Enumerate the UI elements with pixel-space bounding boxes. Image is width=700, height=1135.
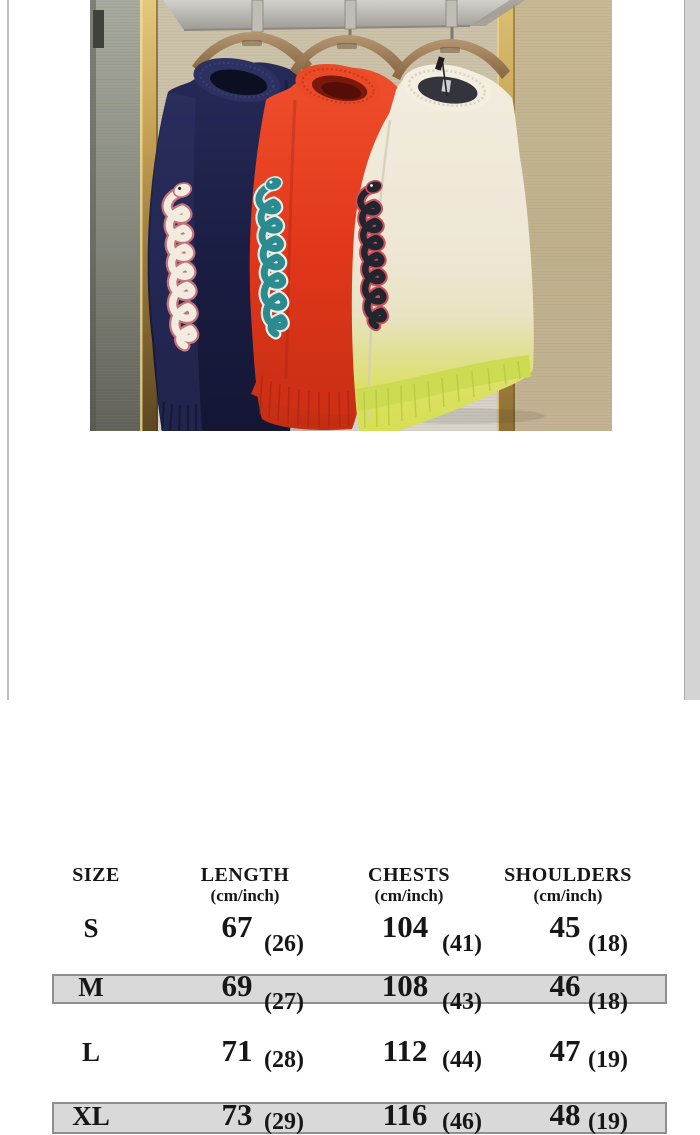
row-l-size: L <box>81 1037 101 1067</box>
row-s-length-in: (26) <box>264 931 304 957</box>
row-s-shoulder-in: (18) <box>588 931 628 957</box>
row-s-chest-in: (41) <box>442 931 482 957</box>
row-m-shoulder-in: (18) <box>588 989 628 1015</box>
product-photo-svg <box>90 0 612 431</box>
row-l-chest-cm: 112 <box>382 1033 428 1068</box>
row-xl-shoulder-in: (19) <box>588 1109 628 1135</box>
row-xl-chest-cm: 116 <box>382 1097 428 1132</box>
col-header-chests: CHESTS <box>368 864 450 886</box>
row-xl-size: XL <box>72 1101 110 1131</box>
col-subheader-unit: (cm/inch) <box>533 886 603 905</box>
col-subheader-unit: (cm/inch) <box>210 886 280 905</box>
row-xl-length-in: (29) <box>264 1109 304 1135</box>
col-header-size: SIZE <box>72 864 120 886</box>
row-xl-chest-in: (46) <box>442 1109 482 1135</box>
row-xl-shoulder-cm: 48 <box>549 1097 581 1132</box>
row-s-shoulder-cm: 45 <box>549 909 581 944</box>
row-m-size: M <box>78 972 104 1002</box>
scrollbar-track[interactable] <box>684 0 700 700</box>
row-l-shoulder-in: (19) <box>588 1047 628 1073</box>
row-m-chest-cm: 108 <box>381 968 429 1003</box>
product-photo <box>90 0 612 431</box>
row-l-shoulder-cm: 47 <box>549 1033 581 1068</box>
row-m-shoulder-cm: 46 <box>549 968 581 1003</box>
col-header-shoulders: SHOULDERS <box>504 864 632 886</box>
row-m-chest-in: (43) <box>442 989 482 1015</box>
col-header-length: LENGTH <box>200 864 290 886</box>
col-subheader-unit: (cm/inch) <box>374 886 444 905</box>
row-s-length-cm: 67 <box>221 909 253 944</box>
row-m-length-in: (27) <box>264 989 304 1015</box>
wall-recess <box>93 10 104 48</box>
row-l-chest-in: (44) <box>442 1047 482 1073</box>
row-m-length-cm: 69 <box>221 968 253 1003</box>
row-s-chest-cm: 104 <box>381 909 429 944</box>
row-xl-length-cm: 73 <box>221 1097 253 1132</box>
row-l-length-in: (28) <box>264 1047 304 1073</box>
size-chart <box>0 431 684 1135</box>
display-rail <box>163 0 525 30</box>
row-s-size: S <box>83 913 99 943</box>
row-l-length-cm: 71 <box>221 1033 253 1068</box>
